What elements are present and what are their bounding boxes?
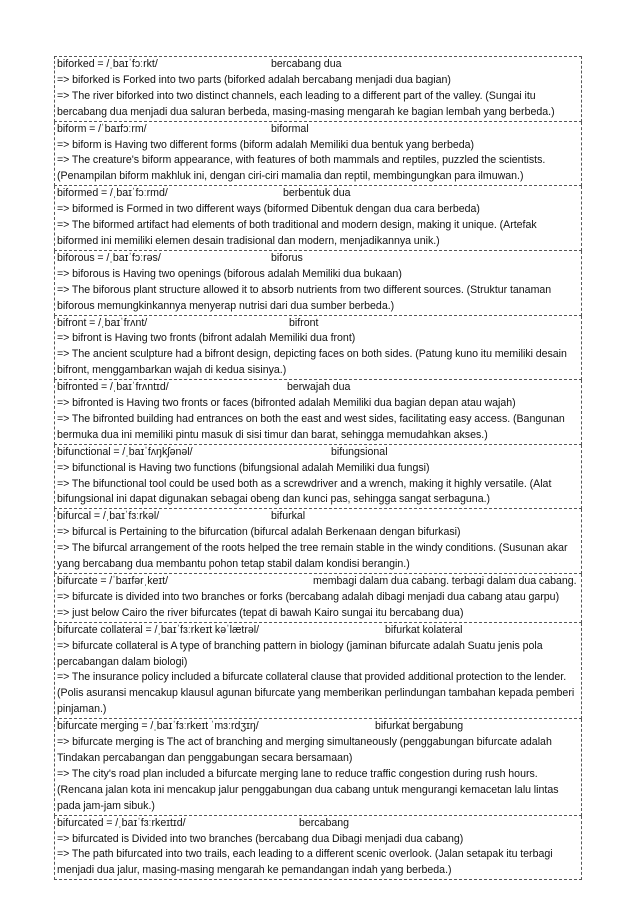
entry-headline <box>57 574 580 590</box>
entry-6 <box>54 445 582 510</box>
entry-definition: => biformed is Formed in two different ways (biformed Dibentuk dengan dua cara berbeda) <box>57 203 480 216</box>
entry-8 <box>54 574 582 623</box>
entry-definition: => bifurcal is Pertaining to the bifurcation (bifurcal adalah Berkenaan dengan bifurkasi) <box>57 526 461 539</box>
entry-5 <box>54 380 582 445</box>
entry-gloss: biformal <box>271 122 309 135</box>
entry-7 <box>54 509 582 574</box>
entry-headline <box>57 623 580 639</box>
entry-definition: => biforked is Forked into two parts (biforked adalah bercabang menjadi dua bagian) <box>57 73 451 86</box>
entry-headline <box>57 186 580 202</box>
entry-gloss: membagi dalam dua cabang. terbagi dalam dua cabang. <box>313 575 577 587</box>
entry-10 <box>54 719 582 815</box>
entry-gloss: bifurkal <box>271 510 306 523</box>
entry-example: => The biforous plant structure allowed it to absorb nutrients from two different sources. (Struktur tanaman biforous memungkinkannya menyerap nutrisi dari dua sumber berbeda.) <box>57 283 552 312</box>
entry-example: => The bifronted building had entrances on both the east and west sides, facilitating easy access. (Bangunan bermuka dua ini memiliki pintu masuk di sisi timur dan barat, sehingga memudahkan akses.) <box>57 412 565 441</box>
entry-headline <box>57 816 580 832</box>
entry-definition: => bifunctional is Having two functions (bifungsional adalah Memiliki dua fungsi) <box>57 461 430 474</box>
entry-example: => The bifurcal arrangement of the roots helped the tree remain stable in the windy conditions. (Susunan akar yang bercabang dua membantu pohon tetap stabil dalam kondisi berangin.) <box>57 542 568 571</box>
entry-headline <box>57 509 580 525</box>
entry-example: => The creature's biform appearance, with features of both mammals and reptiles, puzzled the scientists. (Penampilan biform makhluk ini, dengan ciri-ciri mamalia dan reptil, membingungkan para ilmuwan.) <box>57 154 546 183</box>
entry-example: => The city's road plan included a bifurcate merging lane to reduce traffic congestion during rush hours. (Rencana jalan kota ini mencakup jalur penggabungan dua cabang untuk mengurangi kemacetan lalu lintas pada jam-jam sibuk.) <box>57 767 559 812</box>
dictionary-document <box>54 56 582 880</box>
entry-definition: => biform is Having two different forms (biform adalah Memiliki dua bentuk yang berbeda) <box>57 138 475 151</box>
entry-definition: => bifurcate is divided into two branches or forks (bercabang adalah dibagi menjadi dua cabang atau garpu) <box>57 590 560 603</box>
entry-example: => just below Cairo the river bifurcates (tepat di bawah Kairo sungai itu bercabang dua) <box>57 606 464 619</box>
entry-term-pronunciation: bifurcate = /ˈbaɪfərˌkeɪt/ <box>57 575 169 587</box>
entry-headline <box>57 719 580 735</box>
entry-term-pronunciation: bifurcate collateral = /ˌbaɪˈfɜːrkeɪt kəˈlætrəl/ <box>57 623 260 636</box>
entry-gloss: bifurkat bergabung <box>375 720 464 733</box>
entry-example: => The ancient sculpture had a bifront design, depicting faces on both sides. (Patung kuno itu memiliki desain bifront, menggambarkan wajah di kedua sisinya.) <box>57 348 567 377</box>
entry-term-pronunciation: biforked = /ˌbaɪˈfɔːrkt/ <box>57 58 158 70</box>
entry-gloss: biforus <box>271 251 303 264</box>
entry-term-pronunciation: bifunctional = /ˌbaɪˈfʌŋkʃənəl/ <box>57 445 193 458</box>
entry-gloss: berbentuk dua <box>283 187 351 200</box>
entry-definition: => bifurcate collateral is A type of branching pattern in biology (jaminan bifurcate adalah Suatu jenis pola percabangan dalam biologi) <box>57 639 543 668</box>
entry-definition: => bifurcated is Divided into two branches (bercabang dua Dibagi menjadi dua cabang) <box>57 832 464 845</box>
entry-term-pronunciation: bifront = /ˌbaɪˈfrʌnt/ <box>57 316 148 329</box>
entry-4 <box>54 316 582 381</box>
entry-gloss: bercabang dua <box>271 58 342 70</box>
entry-example: => The insurance policy included a bifurcate collateral clause that provided additional protection to the lender. (Polis asuransi mencakup klausul agunan bifurcate yang memberikan perlindungan tambahan kepada pemberi pinjaman.) <box>57 671 575 716</box>
entry-headline <box>57 316 580 332</box>
entry-term-pronunciation: biform = /ˈbaɪfɔːrm/ <box>57 122 147 135</box>
entry-term-pronunciation: bifurcated = /ˌbaɪˈfɜːrkeɪtɪd/ <box>57 816 186 829</box>
entry-term-pronunciation: bifurcate merging = /ˌbaɪˈfɜːrkeɪt ˈmɜːrdʒɪŋ/ <box>57 720 259 733</box>
entry-gloss: bercabang <box>299 816 350 829</box>
entry-example: => The path bifurcated into two trails, each leading to a different scenic overlook. (Jalan setapak itu terbagi menjadi dua jalur, masing-masing mengarah ke pemandangan indah yang berbeda.) <box>57 848 553 877</box>
entry-9 <box>54 623 582 719</box>
entry-definition: => biforous is Having two openings (biforous adalah Memiliki dua bukaan) <box>57 267 402 280</box>
entry-headline <box>57 251 580 267</box>
entry-headline <box>57 57 580 73</box>
entry-2 <box>54 186 582 251</box>
entry-term-pronunciation: bifronted = /ˌbaɪˈfrʌntɪd/ <box>57 381 169 394</box>
entry-example: => The river biforked into two distinct channels, each leading to a different part of the valley. (Sungai itu bercabang dua menjadi dua saluran berbeda, masing-masing mengarah ke bagian lembah yang berbeda.) <box>57 89 555 118</box>
entry-definition: => bifronted is Having two fronts or faces (bifronted adalah Memiliki dua bagian depan atau wajah) <box>57 397 516 410</box>
entry-headline <box>57 445 580 461</box>
entry-definition: => bifurcate merging is The act of branching and merging simultaneously (penggabungan bifurcate adalah Tindakan percabangan dan penggabungan secara bersamaan) <box>57 736 552 764</box>
entry-gloss: bifront <box>289 316 319 329</box>
entry-3 <box>54 251 582 316</box>
entry-term-pronunciation: biformed = /ˌbaɪˈfɔːrmd/ <box>57 187 168 200</box>
entry-gloss: bifurkat kolateral <box>385 623 463 636</box>
entry-1 <box>54 122 582 187</box>
entry-term-pronunciation: bifurcal = /ˌbaɪˈfɜːrkəl/ <box>57 510 160 523</box>
entry-0 <box>54 56 582 122</box>
entry-example: => The biformed artifact had elements of both traditional and modern design, making it unique. (Artefak biformed ini memiliki elemen desain tradisional dan modern, menjadikannya unik.) <box>57 219 537 247</box>
entry-gloss: berwajah dua <box>287 381 351 394</box>
entry-headline <box>57 122 580 138</box>
entry-gloss: bifungsional <box>331 445 388 458</box>
entry-definition: => bifront is Having two fronts (bifront adalah Memiliki dua front) <box>57 332 356 345</box>
entry-11 <box>54 816 582 881</box>
entry-term-pronunciation: biforous = /ˌbaɪˈfɔːrəs/ <box>57 251 161 264</box>
entry-example: => The bifunctional tool could be used both as a screwdriver and a wrench, making it highly versatile. (Alat bifungsional ini dapat digunakan sebagai obeng dan kunci pas, sehingga sangat serbaguna.) <box>57 477 552 506</box>
entry-headline <box>57 380 580 396</box>
